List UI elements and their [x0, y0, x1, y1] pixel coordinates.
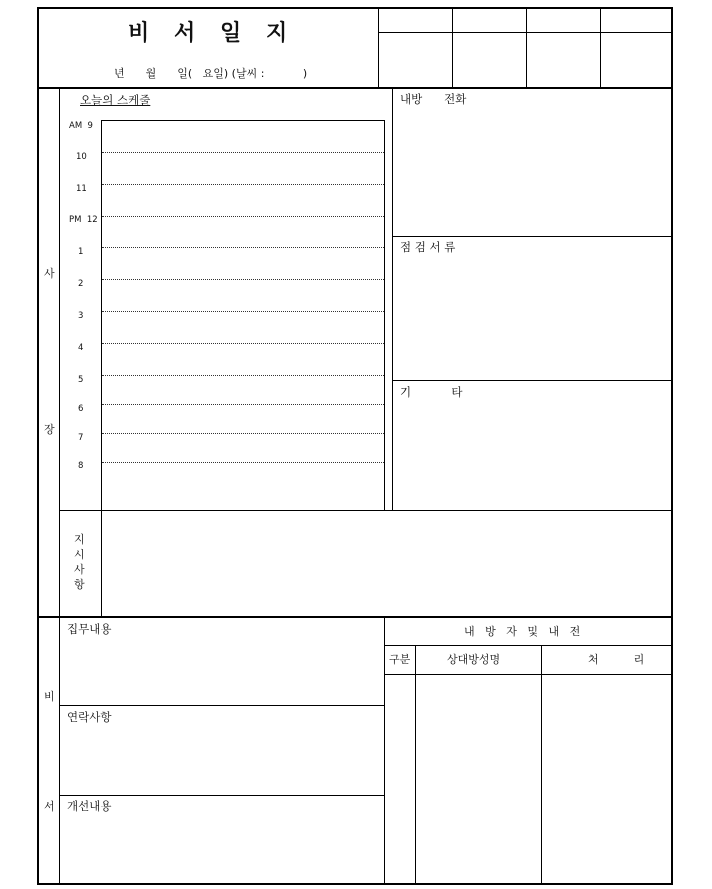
schedule-row-line: [102, 152, 384, 153]
schedule-row-line: [102, 184, 384, 185]
visitor-name-field[interactable]: [416, 675, 540, 883]
schedule-time-label: 8: [78, 461, 84, 471]
work-content-label: 집무내용: [67, 622, 112, 636]
schedule-row-line: [102, 433, 384, 434]
schedule-time-label: 5: [78, 375, 84, 385]
visitor-table-line: [384, 645, 673, 646]
boss-side-label-top: 사: [44, 267, 55, 280]
approval-cell[interactable]: [379, 33, 451, 87]
instructions-label-char: 사: [74, 563, 85, 576]
other-label: 기 타: [400, 385, 463, 399]
instructions-field[interactable]: [102, 511, 672, 616]
schedule-time-label: 4: [78, 343, 84, 353]
contact-notes-label: 연락사항: [67, 710, 112, 724]
schedule-time-label: AM 9: [69, 121, 93, 131]
visitor-table-title: 내 방 자 및 내 전: [464, 625, 581, 638]
secretary-side-label-bottom: 서: [44, 800, 55, 813]
visitor-type-field[interactable]: [385, 675, 414, 883]
schedule-title: 오늘의 스케줄: [80, 93, 151, 107]
col-header-name: 상대방성명: [447, 653, 501, 666]
secretary-left-divider: [59, 795, 384, 796]
instructions-label-char: 지: [74, 533, 85, 546]
improvement-field[interactable]: [60, 817, 383, 883]
schedule-time-label: 2: [78, 279, 84, 289]
improvement-label: 개선내용: [67, 799, 112, 813]
page-title-char-3: 일: [220, 21, 242, 46]
schedule-row-line: [102, 311, 384, 312]
visitor-handling-field[interactable]: [542, 675, 672, 883]
date-weather-line: 년 월 일( 요일) (날씨 : ): [114, 67, 308, 80]
schedule-row-line: [102, 462, 384, 463]
page-title-char-1: 비: [128, 21, 150, 46]
section-divider: [37, 616, 673, 618]
instructions-label-char: 시: [74, 548, 85, 561]
schedule-time-label: 7: [78, 433, 84, 443]
col-header-handling: 처 리: [588, 653, 645, 666]
header-divider: [37, 87, 673, 89]
approval-cell[interactable]: [527, 33, 599, 87]
schedule-row-line: [102, 247, 384, 248]
schedule-time-label: 11: [76, 184, 87, 194]
documents-label: 점 검 서 류: [400, 240, 456, 254]
boss-side-label-bottom: 장: [44, 423, 55, 436]
schedule-time-label: 6: [78, 404, 84, 414]
page-title-char-4: 지: [266, 21, 288, 46]
work-content-field[interactable]: [60, 640, 383, 704]
page-title-char-2: 서: [174, 21, 196, 46]
boss-side-divider: [59, 88, 60, 617]
schedule-row-line: [102, 343, 384, 344]
schedule-time-label: 10: [76, 152, 87, 162]
secretary-left-divider: [59, 705, 384, 706]
instructions-label-char: 항: [74, 578, 85, 591]
col-header-type: 구분: [389, 653, 411, 666]
schedule-box[interactable]: [101, 120, 385, 511]
secretary-side-label-top: 비: [44, 690, 55, 703]
schedule-row-line: [102, 375, 384, 376]
schedule-row-line: [102, 279, 384, 280]
schedule-time-label: 3: [78, 311, 84, 321]
contact-notes-field[interactable]: [60, 728, 383, 794]
schedule-row-line: [102, 216, 384, 217]
approval-cell[interactable]: [453, 33, 525, 87]
schedule-time-label: 1: [78, 247, 84, 257]
right-section-divider: [392, 236, 673, 237]
visitors-calls-label: 내방 전화: [400, 92, 467, 106]
boss-right-divider: [392, 88, 393, 511]
right-section-divider: [392, 380, 673, 381]
schedule-time-label: PM 12: [69, 215, 98, 225]
schedule-row-line: [102, 404, 384, 405]
approval-cell[interactable]: [601, 33, 672, 87]
